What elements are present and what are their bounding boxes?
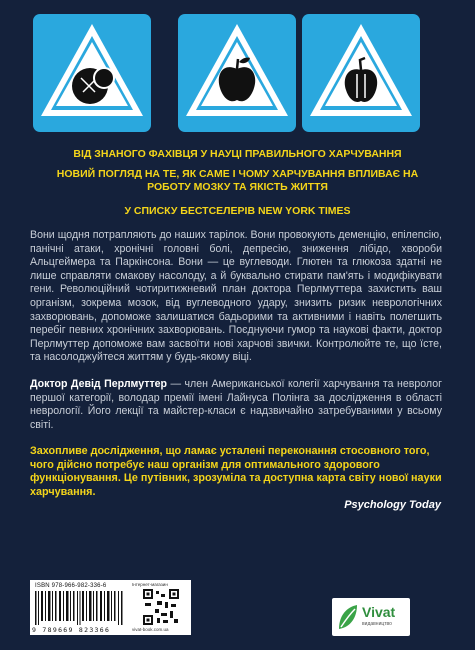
publisher-logo [332, 598, 410, 636]
barcode-digits: 9 789669 823366 [32, 626, 111, 634]
qr-url: vivat-book.com.ua [132, 627, 169, 632]
review-quote: Захопливе дослідження, що ламає усталені переконання стосовного того, чого дійсно потребує наш організм для оптимального здорового функціонування. Це путівник, зрозуміла та доступна карта світу нової науки харчування. [30, 445, 442, 498]
qr-code-panel[interactable] [129, 580, 191, 635]
author-name: Доктор Девід Перлмуттер [30, 378, 168, 390]
author-bio [30, 378, 442, 432]
apple-sign-icon [178, 14, 296, 132]
vivat-leaf-icon [335, 601, 361, 633]
headline-bestseller: У СПИСКУ БЕСТСЕЛЕРІВ NEW YORK TIMES [124, 205, 351, 217]
review-source: Psychology Today [344, 499, 441, 511]
orange-sign-icon [33, 14, 151, 132]
author-bio-text: — член Американської колегії харчування та невролог першої категорії, володар премії імені Лайнуса Полінга за дослідження в області неврології. Його лекції та майстер-класи є надзвичайно затребуваними у всьому світі. [30, 378, 442, 431]
headline-new-look: НОВИЙ ПОГЛЯД НА ТЕ, ЯК САМЕ І ЧОМУ ХАРЧУВАННЯ ВПЛИВАЄ НА РОБОТУ МОЗКУ ТА ЯКІСТЬ ЖИТТЯ [56, 168, 419, 193]
qr-caption: Інтернет-магазин [132, 582, 168, 587]
barcode-bars-icon [35, 591, 123, 625]
publisher-name: Vivat [362, 604, 396, 620]
publisher-subtitle: видавництво [362, 621, 392, 627]
qr-code-icon[interactable] [143, 589, 179, 625]
pepper-sign-icon [302, 14, 420, 132]
headline-expert: ВІД ЗНАНОГО ФАХІВЦЯ У НАУЦІ ПРАВИЛЬНОГО ХАРЧУВАННЯ [73, 148, 402, 160]
description-text: Вони щодня потрапляють до наших тарілок. Вони провокують деменцію, епілепсію, панічні атаки, хронічні головні болі, депресію, зниження лібідо, хвороби Альцгеймера та Паркінсона. Вони — це вуглеводи. Глютен та глюкоза здатні не лише справляти смакову насолоду, а й буквально стирати пам'ять і модифікувати гени. Революційний чотиритижневий план доктора Перлмуттера захистить ваш організм, зокрема мозок, від вуглеводного удару, знизить ризик неврологічних захворювань, допоможе залишатися бадьорими та активними і навіть полегшить перебіг певних хронічних захворювань. Поєднуючи гумор та наукові факти, доктор Перлмуттер допоможе вам засвоїти нові харчові звички. Контролюйте те, що їсте, та насолоджуйтеся життям у будь-якому віці. [30, 229, 442, 364]
isbn-label: ISBN 978-966-982-336-6 [35, 583, 107, 589]
